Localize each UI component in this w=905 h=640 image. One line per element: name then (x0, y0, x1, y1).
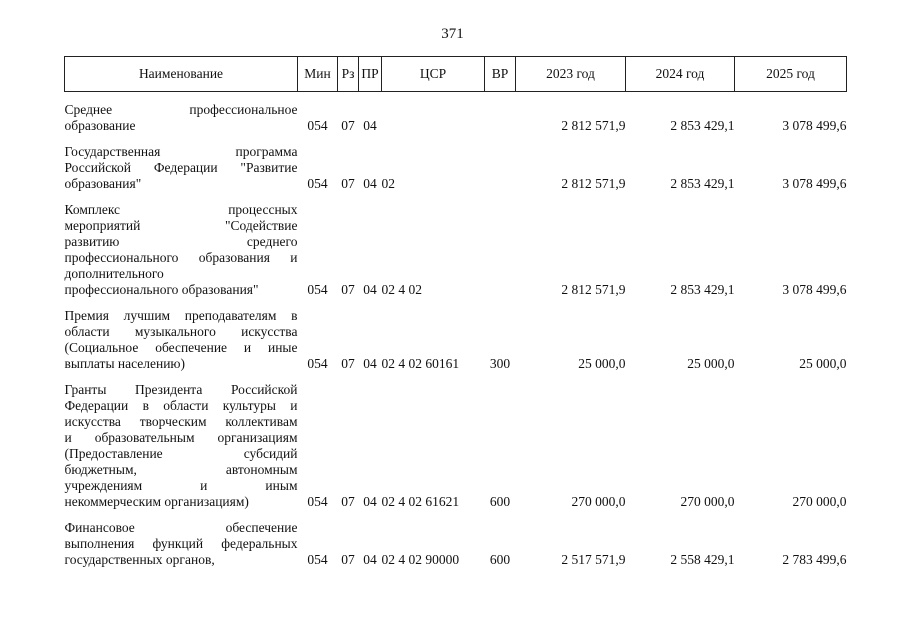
cell-2024: 25 000,0 (687, 356, 735, 371)
table-row (65, 298, 847, 372)
cell-rz: 07 (341, 494, 355, 509)
cell-vr: 300 (489, 356, 511, 371)
cell-csr: 02 4 02 90000 (381, 552, 460, 567)
name-line: образование (64, 118, 136, 133)
name-line: искусства творческим коллективам (64, 414, 298, 429)
cell-vr (485, 92, 516, 135)
cell-csr: 02 4 02 (381, 282, 422, 297)
cell-vr: 600 (489, 552, 511, 567)
cell-2023: 270 000,0 (571, 494, 626, 509)
cell-min: 054 (307, 356, 328, 371)
name-line: Российской Федерации "Развитие (64, 160, 298, 175)
page-number: 371 (441, 26, 464, 42)
name-line: выполнения функций федеральных (64, 536, 298, 551)
name-line: Федерации в области культуры и (64, 398, 298, 413)
cell-2024: 270 000,0 (680, 494, 735, 509)
cell-2025: 3 078 499,6 (782, 282, 847, 297)
header-2023: 2023 год (516, 57, 626, 92)
cell-rz: 07 (341, 552, 355, 567)
cell-name (65, 92, 298, 135)
name-line: Финансовое обеспечение (64, 520, 298, 535)
name-line: некоммерческим организациям) (64, 494, 249, 509)
cell-2025: 3 078 499,6 (782, 176, 847, 191)
header-2025: 2025 год (735, 57, 847, 92)
cell-pr: 04 (363, 282, 377, 297)
name-line: Комплекс процессных (64, 202, 298, 217)
name-line: бюджетным, автономным (64, 462, 298, 477)
header-min: Мин (298, 57, 338, 92)
cell-pr: 04 (363, 552, 377, 567)
cell-min: 054 (307, 176, 328, 191)
cell-vr: 600 (489, 494, 511, 509)
cell-pr: 04 (363, 356, 377, 371)
header-vr: ВР (485, 57, 516, 92)
header-rz: Рз (338, 57, 359, 92)
header-csr: ЦСР (382, 57, 485, 92)
cell-csr: 02 (381, 176, 395, 191)
table-header (65, 57, 847, 92)
cell-pr: 04 (363, 176, 377, 191)
cell-name (65, 510, 298, 568)
name-line: образования" (64, 176, 142, 191)
name-line: дополнительного (64, 266, 164, 281)
name-line: профессионального образования и (64, 250, 298, 265)
name-line: мероприятий "Содействие (64, 218, 298, 233)
cell-name (65, 298, 298, 372)
cell-2023: 2 812 571,9 (561, 176, 626, 191)
name-line: государственных органов, (64, 552, 215, 567)
name-line: (Социальное обеспечение и иные (64, 340, 298, 355)
cell-name (65, 372, 298, 510)
name-line: Гранты Президента Российской (64, 382, 298, 397)
cell-csr: 02 4 02 61621 (381, 494, 460, 509)
cell-vr (485, 192, 516, 298)
cell-2023: 2 812 571,9 (561, 282, 626, 297)
name-line: учреждениям и иным (64, 478, 298, 493)
cell-csr: 02 4 02 60161 (381, 356, 460, 371)
cell-min: 054 (307, 494, 328, 509)
cell-name (65, 192, 298, 298)
name-line: Среднее профессиональное (64, 102, 298, 117)
cell-2023: 25 000,0 (578, 356, 626, 371)
cell-2024: 2 853 429,1 (670, 176, 735, 191)
name-line: выплаты населению) (64, 356, 186, 371)
name-line: (Предоставление субсидий (64, 446, 298, 461)
budget-table (64, 56, 847, 568)
cell-2023: 2 812 571,9 (561, 118, 626, 133)
cell-pr: 04 (363, 494, 377, 509)
table-row (65, 92, 847, 135)
cell-rz: 07 (341, 356, 355, 371)
cell-2023: 2 517 571,9 (561, 552, 626, 567)
name-line: развитию среднего (64, 234, 298, 249)
cell-pr: 04 (363, 118, 377, 133)
cell-2025: 2 783 499,6 (782, 552, 847, 567)
cell-2025: 25 000,0 (799, 356, 847, 371)
table-row (65, 372, 847, 510)
cell-min: 054 (307, 282, 328, 297)
cell-2025: 3 078 499,6 (782, 118, 847, 133)
header-name: Наименование (65, 57, 298, 92)
cell-rz: 07 (341, 282, 355, 297)
cell-vr (485, 134, 516, 192)
cell-2024: 2 853 429,1 (670, 118, 735, 133)
cell-2025: 270 000,0 (792, 494, 847, 509)
name-line: Премия лучшим преподавателям в (64, 308, 298, 323)
cell-rz: 07 (341, 176, 355, 191)
cell-2024: 2 558 429,1 (670, 552, 735, 567)
cell-csr (382, 92, 485, 135)
cell-name (65, 134, 298, 192)
cell-rz: 07 (341, 118, 355, 133)
header-2024: 2024 год (626, 57, 735, 92)
cell-2024: 2 853 429,1 (670, 282, 735, 297)
name-line: Государственная программа (64, 144, 298, 159)
table-row (65, 134, 847, 192)
table-body (65, 92, 847, 569)
name-line: и образовательным организациям (64, 430, 298, 445)
cell-min: 054 (307, 118, 328, 133)
table-row (65, 192, 847, 298)
table-row (65, 510, 847, 568)
header-pr: ПР (359, 57, 382, 92)
name-line: области музыкального искусства (64, 324, 298, 339)
name-line: профессионального образования" (64, 282, 259, 297)
header-row (65, 57, 847, 92)
cell-min: 054 (307, 552, 328, 567)
